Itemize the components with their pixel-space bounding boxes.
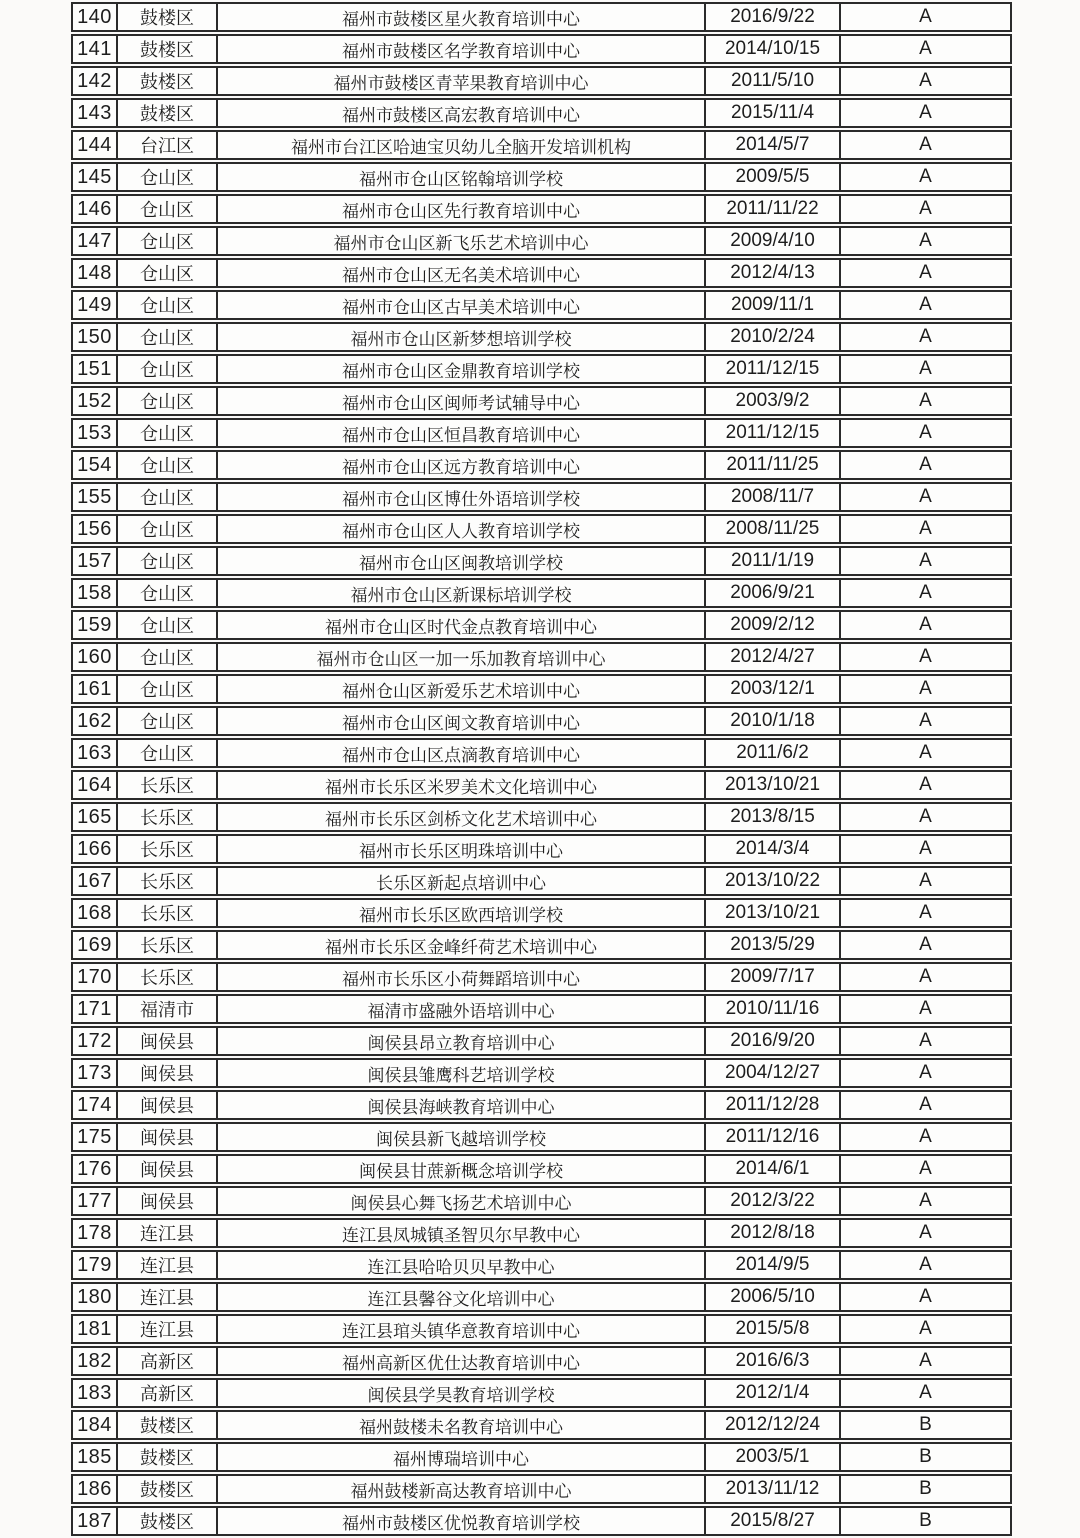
table-row bbox=[71, 482, 1012, 512]
cell-grade: A bbox=[839, 34, 1012, 64]
cell-date: 2006/9/21 bbox=[704, 578, 839, 608]
cell-district: 仓山区 bbox=[116, 706, 216, 736]
table-row bbox=[71, 1218, 1012, 1248]
table-row bbox=[71, 770, 1012, 800]
cell-name: 福州市仓山区无名美术培训中心 bbox=[216, 258, 704, 288]
cell-date: 2010/2/24 bbox=[704, 322, 839, 352]
table-row bbox=[71, 898, 1012, 928]
table-row bbox=[71, 1090, 1012, 1120]
table-row bbox=[71, 130, 1012, 160]
cell-name: 福州仓山区新爱乐艺术培训中心 bbox=[216, 674, 704, 704]
cell-district: 仓山区 bbox=[116, 450, 216, 480]
cell-grade: A bbox=[839, 994, 1012, 1024]
table-row bbox=[71, 258, 1012, 288]
cell-grade: A bbox=[839, 1154, 1012, 1184]
cell-date: 2015/8/27 bbox=[704, 1506, 839, 1536]
table-row bbox=[71, 610, 1012, 640]
cell-district: 鼓楼区 bbox=[116, 34, 216, 64]
cell-no: 185 bbox=[71, 1442, 116, 1472]
cell-no: 166 bbox=[71, 834, 116, 864]
cell-no: 162 bbox=[71, 706, 116, 736]
table-row bbox=[71, 450, 1012, 480]
cell-date: 2013/5/29 bbox=[704, 930, 839, 960]
cell-date: 2012/4/13 bbox=[704, 258, 839, 288]
table-row bbox=[71, 642, 1012, 672]
cell-no: 174 bbox=[71, 1090, 116, 1120]
table-row bbox=[71, 578, 1012, 608]
cell-date: 2003/12/1 bbox=[704, 674, 839, 704]
cell-date: 2011/5/10 bbox=[704, 66, 839, 96]
table-row bbox=[71, 1282, 1012, 1312]
cell-date: 2009/4/10 bbox=[704, 226, 839, 256]
table-row bbox=[71, 290, 1012, 320]
cell-grade: A bbox=[839, 322, 1012, 352]
cell-no: 140 bbox=[71, 2, 116, 32]
cell-grade: A bbox=[839, 578, 1012, 608]
cell-district: 长乐区 bbox=[116, 866, 216, 896]
cell-date: 2016/6/3 bbox=[704, 1346, 839, 1376]
cell-district: 鼓楼区 bbox=[116, 66, 216, 96]
cell-name: 福州市长乐区小荷舞蹈培训中心 bbox=[216, 962, 704, 992]
cell-name: 闽侯县新飞越培训学校 bbox=[216, 1122, 704, 1152]
cell-district: 连江县 bbox=[116, 1282, 216, 1312]
cell-name: 福州市仓山区新梦想培训学校 bbox=[216, 322, 704, 352]
cell-name: 福州市仓山区闽文教育培训中心 bbox=[216, 706, 704, 736]
cell-name: 福清市盛融外语培训中心 bbox=[216, 994, 704, 1024]
cell-district: 闽侯县 bbox=[116, 1186, 216, 1216]
cell-date: 2009/7/17 bbox=[704, 962, 839, 992]
cell-grade: A bbox=[839, 258, 1012, 288]
cell-name: 福州市仓山区金鼎教育培训学校 bbox=[216, 354, 704, 384]
cell-name: 闽侯县昂立教育培训中心 bbox=[216, 1026, 704, 1056]
table-row bbox=[71, 738, 1012, 768]
cell-date: 2014/3/4 bbox=[704, 834, 839, 864]
cell-date: 2003/9/2 bbox=[704, 386, 839, 416]
cell-date: 2012/4/27 bbox=[704, 642, 839, 672]
cell-district: 仓山区 bbox=[116, 610, 216, 640]
cell-grade: B bbox=[839, 1410, 1012, 1440]
table-row bbox=[71, 706, 1012, 736]
cell-date: 2012/3/22 bbox=[704, 1186, 839, 1216]
cell-name: 福州市鼓楼区青苹果教育培训中心 bbox=[216, 66, 704, 96]
cell-date: 2010/11/16 bbox=[704, 994, 839, 1024]
cell-no: 172 bbox=[71, 1026, 116, 1056]
table-row bbox=[71, 322, 1012, 352]
cell-district: 仓山区 bbox=[116, 354, 216, 384]
cell-district: 长乐区 bbox=[116, 802, 216, 832]
table-row bbox=[71, 1026, 1012, 1056]
cell-grade: A bbox=[839, 482, 1012, 512]
cell-grade: A bbox=[839, 450, 1012, 480]
cell-no: 156 bbox=[71, 514, 116, 544]
cell-date: 2011/12/28 bbox=[704, 1090, 839, 1120]
cell-date: 2009/2/12 bbox=[704, 610, 839, 640]
cell-date: 2012/1/4 bbox=[704, 1378, 839, 1408]
table-row bbox=[71, 34, 1012, 64]
cell-district: 鼓楼区 bbox=[116, 98, 216, 128]
cell-no: 145 bbox=[71, 162, 116, 192]
cell-no: 155 bbox=[71, 482, 116, 512]
cell-date: 2011/11/22 bbox=[704, 194, 839, 224]
cell-name: 福州市仓山区恒昌教育培训中心 bbox=[216, 418, 704, 448]
cell-date: 2016/9/22 bbox=[704, 2, 839, 32]
cell-district: 连江县 bbox=[116, 1314, 216, 1344]
cell-no: 141 bbox=[71, 34, 116, 64]
cell-grade: A bbox=[839, 1250, 1012, 1280]
cell-grade: A bbox=[839, 2, 1012, 32]
cell-no: 164 bbox=[71, 770, 116, 800]
cell-date: 2015/5/8 bbox=[704, 1314, 839, 1344]
cell-name: 福州市长乐区剑桥文化艺术培训中心 bbox=[216, 802, 704, 832]
cell-grade: A bbox=[839, 1058, 1012, 1088]
cell-no: 170 bbox=[71, 962, 116, 992]
cell-grade: A bbox=[839, 802, 1012, 832]
cell-name: 福州市长乐区欧西培训学校 bbox=[216, 898, 704, 928]
cell-name: 福州市仓山区人人教育培训学校 bbox=[216, 514, 704, 544]
cell-name: 福州市仓山区新飞乐艺术培训中心 bbox=[216, 226, 704, 256]
table-row bbox=[71, 1186, 1012, 1216]
cell-district: 仓山区 bbox=[116, 546, 216, 576]
cell-date: 2012/8/18 bbox=[704, 1218, 839, 1248]
cell-date: 2009/5/5 bbox=[704, 162, 839, 192]
cell-district: 闽侯县 bbox=[116, 1090, 216, 1120]
cell-name: 福州鼓楼未名教育培训中心 bbox=[216, 1410, 704, 1440]
table-row bbox=[71, 226, 1012, 256]
table-row bbox=[71, 866, 1012, 896]
cell-grade: A bbox=[839, 66, 1012, 96]
cell-no: 171 bbox=[71, 994, 116, 1024]
cell-name: 闽侯县雏鹰科艺培训学校 bbox=[216, 1058, 704, 1088]
table-row bbox=[71, 674, 1012, 704]
cell-no: 169 bbox=[71, 930, 116, 960]
table-row bbox=[71, 1474, 1012, 1504]
cell-grade: A bbox=[839, 866, 1012, 896]
cell-no: 160 bbox=[71, 642, 116, 672]
cell-grade: A bbox=[839, 514, 1012, 544]
cell-no: 179 bbox=[71, 1250, 116, 1280]
cell-grade: A bbox=[839, 162, 1012, 192]
cell-no: 165 bbox=[71, 802, 116, 832]
cell-date: 2008/11/25 bbox=[704, 514, 839, 544]
cell-date: 2012/12/24 bbox=[704, 1410, 839, 1440]
cell-name: 福州市仓山区新课标培训学校 bbox=[216, 578, 704, 608]
training-center-table bbox=[71, 0, 1012, 1538]
cell-no: 168 bbox=[71, 898, 116, 928]
cell-name: 闽侯县甘蔗新概念培训学校 bbox=[216, 1154, 704, 1184]
table-row bbox=[71, 1154, 1012, 1184]
cell-date: 2013/8/15 bbox=[704, 802, 839, 832]
cell-grade: A bbox=[839, 642, 1012, 672]
cell-grade: A bbox=[839, 930, 1012, 960]
table-row bbox=[71, 1506, 1012, 1536]
cell-date: 2009/11/1 bbox=[704, 290, 839, 320]
table-row bbox=[71, 1058, 1012, 1088]
cell-grade: A bbox=[839, 290, 1012, 320]
table-row bbox=[71, 994, 1012, 1024]
cell-grade: A bbox=[839, 674, 1012, 704]
cell-date: 2014/9/5 bbox=[704, 1250, 839, 1280]
cell-grade: A bbox=[839, 706, 1012, 736]
cell-grade: A bbox=[839, 418, 1012, 448]
cell-grade: A bbox=[839, 354, 1012, 384]
cell-grade: A bbox=[839, 1282, 1012, 1312]
cell-no: 142 bbox=[71, 66, 116, 96]
cell-district: 闽侯县 bbox=[116, 1122, 216, 1152]
cell-date: 2011/12/16 bbox=[704, 1122, 839, 1152]
cell-grade: B bbox=[839, 1474, 1012, 1504]
cell-no: 175 bbox=[71, 1122, 116, 1152]
cell-grade: A bbox=[839, 98, 1012, 128]
table-row bbox=[71, 418, 1012, 448]
cell-name: 福州市仓山区博仕外语培训学校 bbox=[216, 482, 704, 512]
cell-no: 159 bbox=[71, 610, 116, 640]
cell-name: 福州博瑞培训中心 bbox=[216, 1442, 704, 1472]
cell-grade: A bbox=[839, 1346, 1012, 1376]
cell-grade: A bbox=[839, 1090, 1012, 1120]
cell-date: 2013/10/22 bbox=[704, 866, 839, 896]
cell-no: 154 bbox=[71, 450, 116, 480]
cell-name: 福州市鼓楼区高宏教育培训中心 bbox=[216, 98, 704, 128]
cell-date: 2006/5/10 bbox=[704, 1282, 839, 1312]
cell-no: 183 bbox=[71, 1378, 116, 1408]
cell-no: 150 bbox=[71, 322, 116, 352]
cell-name: 福州市台江区哈迪宝贝幼儿全脑开发培训机构 bbox=[216, 130, 704, 160]
cell-date: 2014/5/7 bbox=[704, 130, 839, 160]
cell-no: 163 bbox=[71, 738, 116, 768]
cell-grade: A bbox=[839, 770, 1012, 800]
table-row bbox=[71, 962, 1012, 992]
cell-name: 福州市仓山区古早美术培训中心 bbox=[216, 290, 704, 320]
cell-date: 2013/10/21 bbox=[704, 770, 839, 800]
cell-district: 闽侯县 bbox=[116, 1154, 216, 1184]
table-row bbox=[71, 1410, 1012, 1440]
cell-district: 仓山区 bbox=[116, 418, 216, 448]
cell-district: 连江县 bbox=[116, 1250, 216, 1280]
cell-district: 仓山区 bbox=[116, 482, 216, 512]
table-row bbox=[71, 546, 1012, 576]
cell-district: 鼓楼区 bbox=[116, 1506, 216, 1536]
cell-no: 149 bbox=[71, 290, 116, 320]
cell-date: 2016/9/20 bbox=[704, 1026, 839, 1056]
cell-name: 闽侯县海峡教育培训中心 bbox=[216, 1090, 704, 1120]
cell-grade: A bbox=[839, 610, 1012, 640]
cell-name: 连江县凤城镇圣智贝尔早教中心 bbox=[216, 1218, 704, 1248]
cell-district: 高新区 bbox=[116, 1346, 216, 1376]
cell-no: 144 bbox=[71, 130, 116, 160]
cell-date: 2011/1/19 bbox=[704, 546, 839, 576]
cell-grade: A bbox=[839, 226, 1012, 256]
cell-date: 2013/11/12 bbox=[704, 1474, 839, 1504]
cell-no: 176 bbox=[71, 1154, 116, 1184]
cell-no: 184 bbox=[71, 1410, 116, 1440]
cell-district: 高新区 bbox=[116, 1378, 216, 1408]
cell-grade: A bbox=[839, 738, 1012, 768]
table-row bbox=[71, 354, 1012, 384]
cell-date: 2004/12/27 bbox=[704, 1058, 839, 1088]
cell-name: 连江县馨谷文化培训中心 bbox=[216, 1282, 704, 1312]
cell-no: 143 bbox=[71, 98, 116, 128]
cell-grade: B bbox=[839, 1442, 1012, 1472]
cell-no: 182 bbox=[71, 1346, 116, 1376]
cell-district: 仓山区 bbox=[116, 322, 216, 352]
cell-date: 2011/11/25 bbox=[704, 450, 839, 480]
cell-name: 福州市仓山区先行教育培训中心 bbox=[216, 194, 704, 224]
cell-no: 167 bbox=[71, 866, 116, 896]
cell-district: 仓山区 bbox=[116, 642, 216, 672]
cell-date: 2014/10/15 bbox=[704, 34, 839, 64]
cell-no: 177 bbox=[71, 1186, 116, 1216]
cell-district: 仓山区 bbox=[116, 578, 216, 608]
cell-date: 2008/11/7 bbox=[704, 482, 839, 512]
cell-no: 178 bbox=[71, 1218, 116, 1248]
table-row bbox=[71, 834, 1012, 864]
cell-name: 福州市仓山区闽师考试辅导中心 bbox=[216, 386, 704, 416]
cell-name: 福州市仓山区铭翰培训学校 bbox=[216, 162, 704, 192]
cell-district: 鼓楼区 bbox=[116, 2, 216, 32]
cell-district: 仓山区 bbox=[116, 162, 216, 192]
cell-no: 181 bbox=[71, 1314, 116, 1344]
cell-grade: A bbox=[839, 1122, 1012, 1152]
cell-name: 连江县琯头镇华意教育培训中心 bbox=[216, 1314, 704, 1344]
cell-district: 仓山区 bbox=[116, 226, 216, 256]
cell-name: 福州高新区优仕达教育培训中心 bbox=[216, 1346, 704, 1376]
table-row bbox=[71, 386, 1012, 416]
cell-grade: A bbox=[839, 1218, 1012, 1248]
cell-district: 仓山区 bbox=[116, 514, 216, 544]
cell-district: 台江区 bbox=[116, 130, 216, 160]
cell-grade: A bbox=[839, 834, 1012, 864]
cell-district: 仓山区 bbox=[116, 258, 216, 288]
cell-name: 福州市鼓楼区名学教育培训中心 bbox=[216, 34, 704, 64]
table-row bbox=[71, 1122, 1012, 1152]
cell-name: 福州市长乐区明珠培训中心 bbox=[216, 834, 704, 864]
table-row bbox=[71, 802, 1012, 832]
cell-grade: A bbox=[839, 546, 1012, 576]
cell-grade: A bbox=[839, 386, 1012, 416]
cell-district: 仓山区 bbox=[116, 290, 216, 320]
cell-name: 福州市仓山区点滴教育培训中心 bbox=[216, 738, 704, 768]
cell-district: 仓山区 bbox=[116, 674, 216, 704]
cell-grade: A bbox=[839, 1314, 1012, 1344]
cell-date: 2015/11/4 bbox=[704, 98, 839, 128]
cell-date: 2011/6/2 bbox=[704, 738, 839, 768]
table-row bbox=[71, 1346, 1012, 1376]
cell-no: 148 bbox=[71, 258, 116, 288]
cell-no: 186 bbox=[71, 1474, 116, 1504]
table-body bbox=[71, 2, 1012, 1536]
table-row bbox=[71, 66, 1012, 96]
cell-grade: A bbox=[839, 962, 1012, 992]
table-row bbox=[71, 162, 1012, 192]
cell-name: 长乐区新起点培训中心 bbox=[216, 866, 704, 896]
cell-grade: A bbox=[839, 1378, 1012, 1408]
cell-date: 2011/12/15 bbox=[704, 418, 839, 448]
cell-no: 146 bbox=[71, 194, 116, 224]
cell-name: 连江县哈哈贝贝早教中心 bbox=[216, 1250, 704, 1280]
cell-district: 仓山区 bbox=[116, 738, 216, 768]
table-row bbox=[71, 1442, 1012, 1472]
cell-date: 2011/12/15 bbox=[704, 354, 839, 384]
cell-district: 鼓楼区 bbox=[116, 1442, 216, 1472]
cell-no: 180 bbox=[71, 1282, 116, 1312]
cell-name: 闽侯县心舞飞扬艺术培训中心 bbox=[216, 1186, 704, 1216]
cell-name: 福州市仓山区一加一乐加教育培训中心 bbox=[216, 642, 704, 672]
cell-no: 152 bbox=[71, 386, 116, 416]
table-row bbox=[71, 930, 1012, 960]
cell-name: 闽侯县学昊教育培训学校 bbox=[216, 1378, 704, 1408]
cell-district: 长乐区 bbox=[116, 930, 216, 960]
cell-date: 2003/5/1 bbox=[704, 1442, 839, 1472]
table-row bbox=[71, 1250, 1012, 1280]
cell-name: 福州市长乐区金峰纤荷艺术培训中心 bbox=[216, 930, 704, 960]
cell-grade: A bbox=[839, 898, 1012, 928]
cell-district: 长乐区 bbox=[116, 962, 216, 992]
cell-district: 福清市 bbox=[116, 994, 216, 1024]
cell-name: 福州市长乐区米罗美术文化培训中心 bbox=[216, 770, 704, 800]
table-row bbox=[71, 194, 1012, 224]
cell-grade: A bbox=[839, 130, 1012, 160]
cell-district: 连江县 bbox=[116, 1218, 216, 1248]
cell-name: 福州市鼓楼区优悦教育培训学校 bbox=[216, 1506, 704, 1536]
cell-district: 仓山区 bbox=[116, 386, 216, 416]
cell-district: 闽侯县 bbox=[116, 1026, 216, 1056]
cell-district: 仓山区 bbox=[116, 194, 216, 224]
cell-no: 147 bbox=[71, 226, 116, 256]
cell-district: 鼓楼区 bbox=[116, 1474, 216, 1504]
cell-no: 173 bbox=[71, 1058, 116, 1088]
cell-name: 福州市仓山区远方教育培训中心 bbox=[216, 450, 704, 480]
cell-district: 长乐区 bbox=[116, 834, 216, 864]
cell-name: 福州鼓楼新高达教育培训中心 bbox=[216, 1474, 704, 1504]
cell-grade: A bbox=[839, 1186, 1012, 1216]
table-row bbox=[71, 1314, 1012, 1344]
table-row bbox=[71, 1378, 1012, 1408]
cell-no: 187 bbox=[71, 1506, 116, 1536]
cell-date: 2013/10/21 bbox=[704, 898, 839, 928]
cell-district: 长乐区 bbox=[116, 770, 216, 800]
cell-name: 福州市仓山区闽教培训学校 bbox=[216, 546, 704, 576]
cell-no: 153 bbox=[71, 418, 116, 448]
cell-no: 151 bbox=[71, 354, 116, 384]
cell-grade: A bbox=[839, 1026, 1012, 1056]
cell-no: 161 bbox=[71, 674, 116, 704]
cell-grade: B bbox=[839, 1506, 1012, 1536]
table-row bbox=[71, 514, 1012, 544]
cell-date: 2010/1/18 bbox=[704, 706, 839, 736]
cell-district: 闽侯县 bbox=[116, 1058, 216, 1088]
cell-name: 福州市仓山区时代金点教育培训中心 bbox=[216, 610, 704, 640]
cell-grade: A bbox=[839, 194, 1012, 224]
table-row bbox=[71, 2, 1012, 32]
cell-no: 158 bbox=[71, 578, 116, 608]
cell-district: 鼓楼区 bbox=[116, 1410, 216, 1440]
cell-name: 福州市鼓楼区星火教育培训中心 bbox=[216, 2, 704, 32]
cell-district: 长乐区 bbox=[116, 898, 216, 928]
cell-no: 157 bbox=[71, 546, 116, 576]
table-row bbox=[71, 98, 1012, 128]
cell-date: 2014/6/1 bbox=[704, 1154, 839, 1184]
